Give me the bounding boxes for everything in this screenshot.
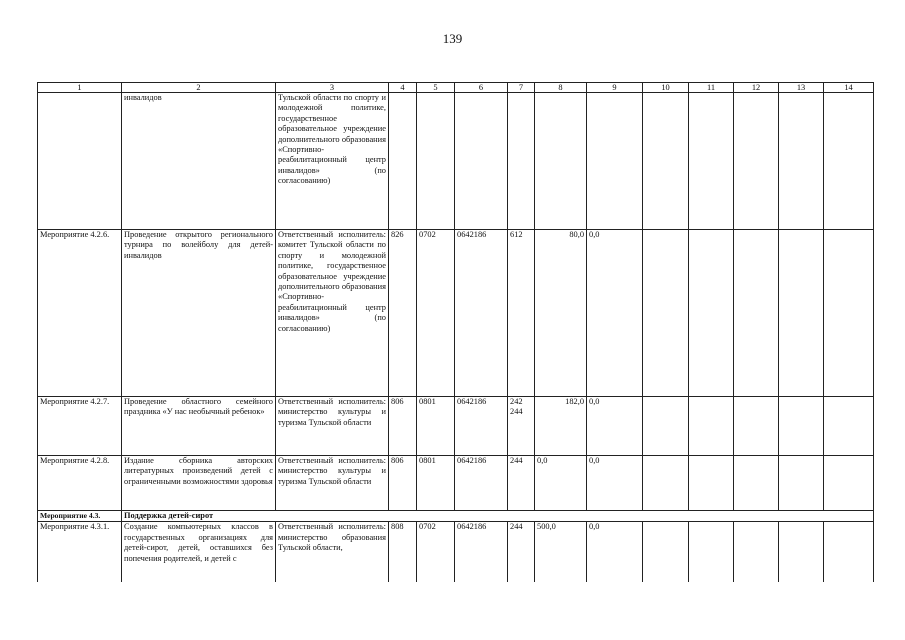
amount-cell-2: 0,0 <box>587 230 643 397</box>
table-row <box>38 456 874 511</box>
target-article-cell: 0642186 <box>455 456 508 511</box>
column-header: 6 <box>455 83 508 93</box>
section-code-cell: 0702 <box>417 522 455 582</box>
executor-cell: Тульской области по спорту и молодежной политике, государственное образовательное учреждение дополнительного образования «Спортивно-реабилитационный центр инвалидов» (по согласованию) <box>276 93 389 230</box>
column-header: 9 <box>587 83 643 93</box>
grbs-cell: 826 <box>389 230 417 397</box>
section-code-cell: 0801 <box>417 456 455 511</box>
measure-code-cell: Мероприятие 4.2.7. <box>38 397 122 456</box>
column-header: 8 <box>535 83 587 93</box>
executor-cell: Ответственный исполнитель: комитет Тульской области по спорту и молодежной политике, государственное образовательное учреждение дополнительного образования «Спортивно-реабилитационный центр инвалидов» (по согласованию) <box>276 230 389 397</box>
executor-cell: Ответственный исполнитель: министерство образования Тульской области, <box>276 522 389 582</box>
table-row <box>38 522 874 582</box>
measure-code-cell <box>38 93 122 230</box>
measure-code-cell: Мероприятие 4.2.6. <box>38 230 122 397</box>
target-article-cell <box>455 93 508 230</box>
section-code-cell: Мероприятие 4.3. <box>38 511 122 522</box>
measure-name-cell: Издание сборника авторских литературных произведений детей с ограниченными возможностями здоровья <box>122 456 276 511</box>
executor-cell: Ответственный исполнитель: министерство культуры и туризма Тульской области <box>276 397 389 456</box>
column-header: 12 <box>734 83 779 93</box>
column-header: 13 <box>779 83 824 93</box>
column-header: 14 <box>824 83 874 93</box>
expense-type-cell <box>508 93 535 230</box>
expense-type-cell: 244 <box>508 522 535 582</box>
target-article-cell: 0642186 <box>455 397 508 456</box>
amount-cell: 500,0 <box>535 522 587 582</box>
grbs-cell: 806 <box>389 397 417 456</box>
amount-cell: 182,0 <box>535 397 587 456</box>
section-code-cell <box>417 93 455 230</box>
target-article-cell: 0642186 <box>455 230 508 397</box>
column-header: 3 <box>276 83 389 93</box>
target-article-cell: 0642186 <box>455 522 508 582</box>
header-row <box>38 83 874 93</box>
measure-name-cell: Проведение областного семейного праздника «У нас необычный ребенок» <box>122 397 276 456</box>
amount-cell <box>535 93 587 230</box>
grbs-cell: 808 <box>389 522 417 582</box>
column-header: 10 <box>643 83 689 93</box>
section-row <box>38 511 874 522</box>
page-number: 139 <box>442 31 463 46</box>
amount-cell-2 <box>587 93 643 230</box>
expense-type-cell: 242 244 <box>508 397 535 456</box>
amount-cell: 0,0 <box>535 456 587 511</box>
column-header: 1 <box>38 83 122 93</box>
amount-cell: 80,0 <box>535 230 587 397</box>
amount-cell-2: 0,0 <box>587 456 643 511</box>
section-code-cell: 0702 <box>417 230 455 397</box>
measure-name-cell: Создание компьютерных классов в государственных организациях для детей-сирот, детей, оставшихся без попечения родителей, и детей с <box>122 522 276 582</box>
section-title-cell: Поддержка детей-сирот <box>122 511 874 522</box>
expense-type-cell: 612 <box>508 230 535 397</box>
grbs-cell <box>389 93 417 230</box>
executor-cell: Ответственный исполнитель: министерство культуры и туризма Тульской области <box>276 456 389 511</box>
amount-cell-2: 0,0 <box>587 397 643 456</box>
budget-table <box>37 82 874 582</box>
measure-code-cell: Мероприятие 4.3.1. <box>38 522 122 582</box>
column-header: 5 <box>417 83 455 93</box>
measure-name-cell: Проведение открытого регионального турнира по волейболу для детей-инвалидов <box>122 230 276 397</box>
measure-name-cell: инвалидов <box>122 93 276 230</box>
expense-type-cell: 244 <box>508 456 535 511</box>
column-header: 4 <box>389 83 417 93</box>
table-row <box>38 230 874 397</box>
section-code-cell: 0801 <box>417 397 455 456</box>
grbs-cell: 806 <box>389 456 417 511</box>
amount-cell-2: 0,0 <box>587 522 643 582</box>
column-header: 7 <box>508 83 535 93</box>
table-row <box>38 93 874 230</box>
table-row <box>38 397 874 456</box>
column-header: 11 <box>689 83 734 93</box>
column-header: 2 <box>122 83 276 93</box>
measure-code-cell: Мероприятие 4.2.8. <box>38 456 122 511</box>
